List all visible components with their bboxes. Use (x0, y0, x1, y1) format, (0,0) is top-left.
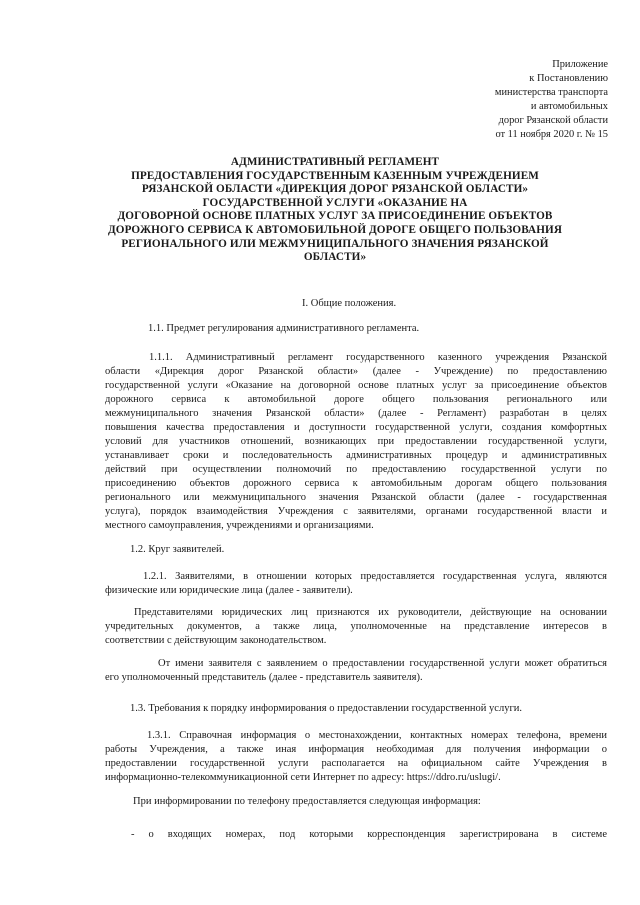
appendix-line: дорог Рязанской области (498, 115, 608, 126)
text-line: регионального или межмуниципального значения Рязанской области (далее - государственная (105, 492, 607, 503)
text-line: 1.3.1. Справочная информация о местонахождении, контактных номерах телефона, времени (147, 730, 607, 741)
text-line: Представителями юридических лиц признаются их руководители, действующие на основании (134, 607, 607, 618)
paragraph-incoming (105, 828, 607, 842)
text-line: присоединению объектов дорожного сервиса к автомобильным дорогам общего пользования (105, 478, 607, 489)
text-line: соответствии с действующим законодательством. (105, 635, 327, 646)
paragraph-1-2-1 (105, 570, 607, 598)
title-line: ДОГОВОРНОЙ ОСНОВЕ ПЛАТНЫХ УСЛУГ ЗА ПРИСОЕДИНЕНИЕ ОБЪЕКТОВ (117, 210, 553, 223)
subsection-heading: 1.1. Предмет регулирования административного регламента. (148, 323, 420, 334)
paragraph-phone-info: При информировании по телефону предоставляется следующая информация: (133, 796, 481, 807)
text-line: работы Учреждения, а также иная информация необходимая для получения информации о (105, 744, 607, 755)
subsection-heading: 1.3. Требования к порядку информирования о предоставлении государственной услуги. (130, 703, 522, 714)
paragraph-1-3-1 (105, 729, 607, 785)
text-line: физические или юридические лица (далее - заявители). (105, 585, 353, 596)
paragraph-on-behalf (105, 657, 607, 685)
document-title (100, 156, 570, 265)
text-line: 1.1.1. Административный регламент государственного казенного учреждения Рязанской (149, 352, 607, 363)
paragraph-1-1-1 (105, 351, 607, 533)
text-line: области «Дирекция дорог Рязанской области» (далее - Учреждение) по предоставлению (105, 366, 607, 377)
text-line: 1.2.1. Заявителями, в отношении которых предоставляется государственная услуга, являются (143, 571, 607, 582)
appendix-line: министерства транспорта (494, 87, 608, 98)
text-line: информационно-телекоммуникационной сети Интернет по адресу: https://ddro.ru/uslugi/. (105, 772, 501, 783)
paragraph-representatives (105, 606, 607, 648)
title-line: ГОСУДАРСТВЕННОЙ УСЛУГИ «ОКАЗАНИЕ НА (202, 196, 468, 209)
text-line: условий для участников отношений, возникающих при предоставлении государственной услуги, (105, 436, 607, 447)
text-line: действий при осуществлении полномочий по предоставлению государственной услуги по (105, 464, 607, 475)
title-line: АДМИНИСТРАТИВНЫЙ РЕГЛАМЕНТ (230, 156, 440, 168)
text-line: его уполномоченный представитель (далее - представитель заявителя). (105, 672, 423, 683)
title-line: РЕГИОНАЛЬНОГО ИЛИ МЕЖМУНИЦИПАЛЬНОГО ЗНАЧЕНИЯ РЯЗАНСКОЙ (121, 237, 549, 250)
title-line: ОБЛАСТИ» (303, 251, 367, 264)
text-line: местного самоуправления, учреждениями и организациями. (105, 520, 374, 531)
title-line: РЯЗАНСКОЙ ОБЛАСТИ «ДИРЕКЦИЯ ДОРОГ РЯЗАНСКОЙ ОБЛАСТИ» (141, 183, 529, 196)
text-line: От имени заявителя с заявлением о предоставлении государственной услуги может обратиться (158, 658, 607, 669)
title-line: ДОРОЖНОГО СЕРВИСА К АВТОМОБИЛЬНОЙ ДОРОГЕ ОБЩЕГО ПОЛЬЗОВАНИЯ (107, 223, 563, 236)
text-line: услуга), порядок взаимодействия Учреждения с заявителями, органами государственной власти и (105, 506, 607, 517)
text-line: межмуниципального значения Рязанской области» (далее - Регламент) разработан в целях (105, 408, 607, 419)
title-line: ПРЕДОСТАВЛЕНИЯ ГОСУДАРСТВЕННЫМ КАЗЕННЫМ УЧРЕЖДЕНИЕМ (131, 169, 539, 182)
appendix-block (495, 58, 608, 142)
subsection-heading: 1.2. Круг заявителей. (130, 544, 225, 555)
appendix-line: к Постановлению (529, 73, 608, 84)
appendix-line: Приложение (552, 59, 608, 70)
text-line: устанавливает сроки и последовательность административных процедур и административных (105, 450, 607, 461)
appendix-line: от 11 ноября 2020 г. № 15 (495, 129, 608, 140)
text-line: учредительных документов, а также лица, уполномоченные на представление интересов в (105, 621, 607, 632)
text-line: предоставлении государственной услуги располагается на официальном сайте Учреждения в (105, 758, 607, 769)
text-line: дорожного сервиса к автомобильной дороге общего пользования регионального или (105, 394, 607, 405)
section-heading: I. Общие положения. (302, 298, 397, 309)
text-line: повышения качества предоставления и доступности государственной услуги, создания комфортных (105, 422, 607, 433)
text-line: государственной услуги «Оказание на договорной основе платных услуг за присоединение объектов (105, 380, 607, 391)
appendix-line: и автомобильных (530, 101, 608, 112)
text-line: - о входящих номерах, под которыми корреспонденция зарегистрирована в системе (131, 829, 607, 840)
